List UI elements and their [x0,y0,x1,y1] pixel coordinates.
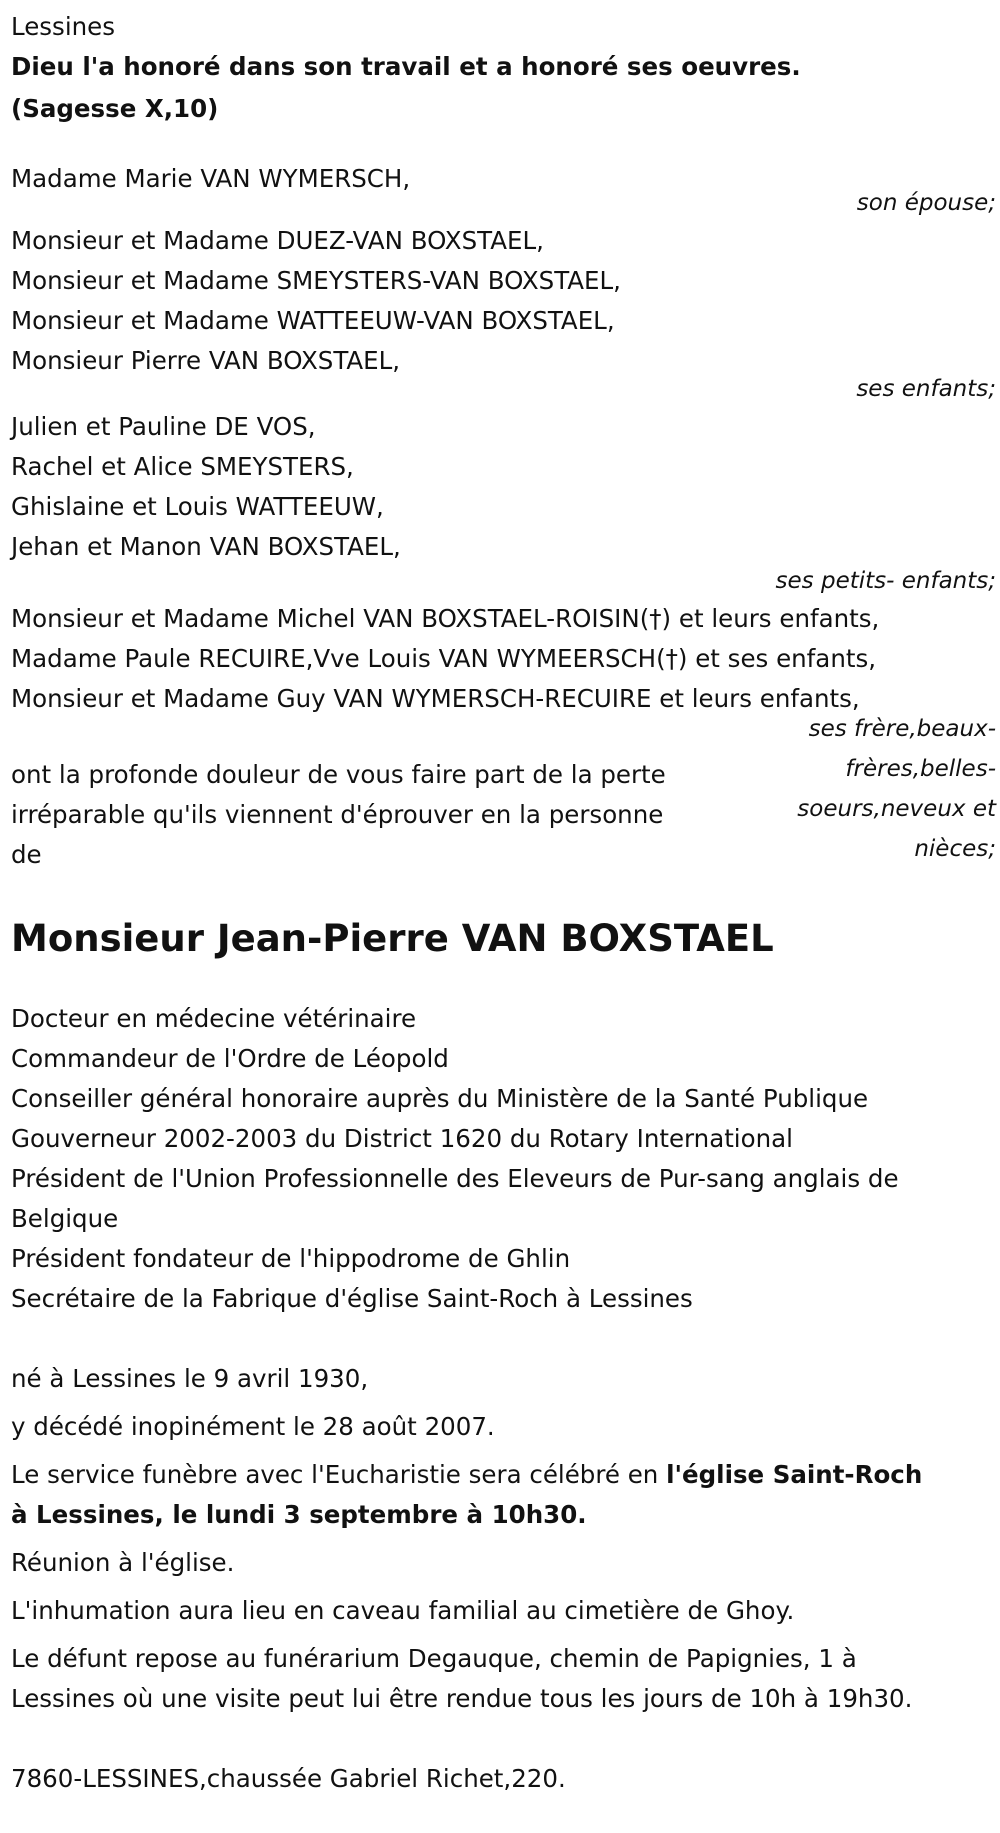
grandchild-line: Julien et Pauline DE VOS, [11,412,316,441]
grandchild-line: Ghislaine et Louis WATTEEUW, [11,492,384,521]
children-relation: ses enfants; [856,376,996,402]
titles-list [11,999,996,1319]
announcement-text [11,709,741,875]
spouse-group [11,159,996,219]
grandchildren-group [11,407,996,597]
sibling-line: Madame Paule RECUIRE,Vve Louis VAN WYMEERSCH(†) et ses enfants, [11,644,877,673]
announcement-line: de [11,840,42,869]
title-item: Commandeur de l'Ordre de Léopold [11,1044,449,1073]
visit-info [11,1639,996,1719]
title-item: Président de l'Union Professionnelle des Eleveurs de Pur-sang anglais de [11,1164,899,1193]
title-item: Belgique [11,1204,119,1233]
child-line: Monsieur Pierre VAN BOXSTAEL, [11,346,401,375]
spouse-name: Madame Marie VAN WYMERSCH, [11,164,411,193]
title-item: Gouverneur 2002-2003 du District 1620 du Rotary International [11,1124,793,1153]
child-line: Monsieur et Madame DUEZ-VAN BOXSTAEL, [11,226,544,255]
sibling-line: Monsieur et Madame Guy VAN WYMERSCH-RECUIRE et leurs enfants, [11,684,860,713]
announcement-line: irréparable qu'ils viennent d'éprouver en la personne [11,800,664,829]
visit-line: Le défunt repose au funérarium Degauque, chemin de Papignies, 1 à [11,1644,857,1673]
burial-info: L'inhumation aura lieu en caveau familial au cimetière de Ghoy. [11,1596,795,1625]
title-item: Docteur en médecine vétérinaire [11,1004,417,1033]
grandchild-line: Jehan et Manon VAN BOXSTAEL, [11,532,401,561]
city-heading: Lessines [11,12,115,41]
service-info [11,1455,996,1535]
title-item: Président fondateur de l'hippodrome de Ghlin [11,1244,571,1273]
deceased-name: Monsieur Jean-Pierre VAN BOXSTAEL [11,917,774,960]
grandchildren-relation: ses petits- enfants; [775,568,996,594]
child-line: Monsieur et Madame SMEYSTERS-VAN BOXSTAEL, [11,266,621,295]
birth-date: né à Lessines le 9 avril 1930, [11,1364,369,1393]
family-address: 7860-LESSINES,chaussée Gabriel Richet,220. [11,1764,566,1793]
title-item: Conseiller général honoraire auprès du Ministère de la Santé Publique [11,1084,869,1113]
siblings-group [11,599,996,719]
siblings-relation-line: nièces; [914,836,996,862]
service-line-1 [11,1455,996,1495]
grandchild-line: Rachel et Alice SMEYSTERS, [11,452,354,481]
meeting-info: Réunion à l'église. [11,1548,235,1577]
service-church: l'église Saint-Roch [666,1460,923,1489]
bible-quote: Dieu l'a honoré dans son travail et a honoré ses oeuvres. [11,52,801,81]
service-date-time: à Lessines, le lundi 3 septembre à 10h30. [11,1500,587,1529]
children-group [11,221,996,405]
quote-reference: (Sagesse X,10) [11,94,219,123]
title-item: Secrétaire de la Fabrique d'église Saint-Roch à Lessines [11,1284,693,1313]
service-intro: Le service funèbre avec l'Eucharistie sera célébré en [11,1460,667,1489]
announcement-row [11,709,996,875]
child-line: Monsieur et Madame WATTEEUW-VAN BOXSTAEL, [11,306,615,335]
announcement-line: ont la profonde douleur de vous faire part de la perte [11,760,666,789]
visit-line: Lessines où une visite peut lui être rendue tous les jours de 10h à 19h30. [11,1684,913,1713]
spouse-relation: son épouse; [856,190,996,216]
siblings-relation-line: frères,belles- [845,756,996,782]
obituary-notice [11,7,996,1799]
siblings-relation-line: soeurs,neveux et [797,796,996,822]
death-date: y décédé inopinément le 28 août 2007. [11,1412,495,1441]
sibling-line: Monsieur et Madame Michel VAN BOXSTAEL-ROISIN(†) et leurs enfants, [11,604,880,633]
siblings-relation-line: ses frère,beaux- [808,716,996,742]
siblings-relation [746,709,996,869]
